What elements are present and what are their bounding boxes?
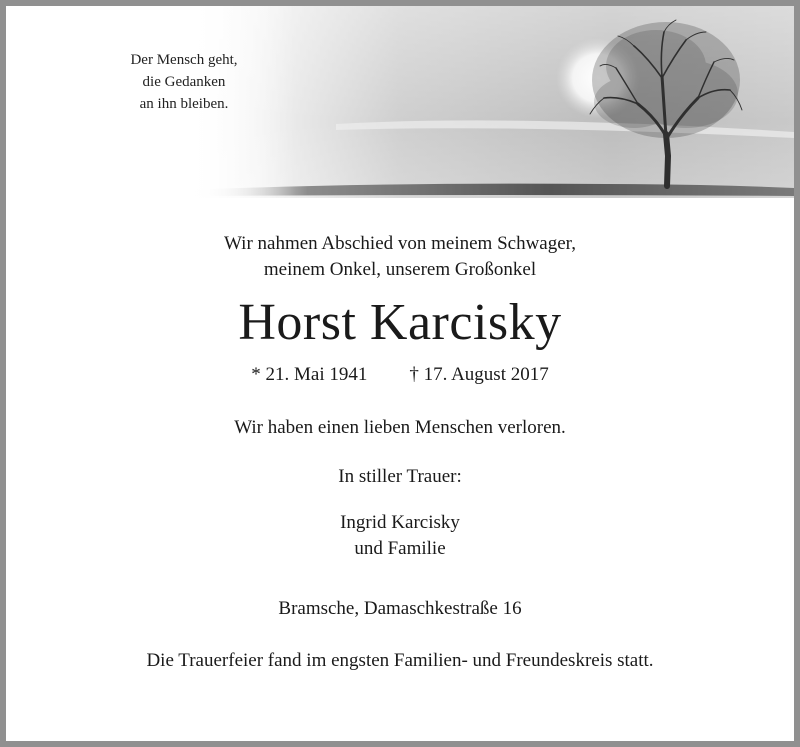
birth-date: * 21. Mai 1941: [251, 364, 368, 385]
intro-line-2: meinem Onkel, unserem Großonkel: [263, 259, 537, 280]
motto-line: an ihn bleiben.: [139, 96, 229, 112]
mourner-family: und Familie: [354, 538, 446, 559]
death-date: † 17. August 2017: [409, 364, 549, 385]
tree-landscape-image: [186, 6, 794, 198]
motto-line: Der Mensch geht,: [130, 52, 238, 68]
motto-line: die Gedanken: [142, 74, 226, 90]
motto-verse: [104, 49, 264, 115]
mourning-label: In stiller Trauer:: [338, 466, 462, 487]
life-dates: [0, 362, 800, 388]
intro-line-1: Wir nahmen Abschied von meinem Schwager,: [224, 233, 576, 254]
mourner-name: Ingrid Karcisky: [340, 512, 460, 533]
intro-text: [0, 231, 800, 283]
mourners: [0, 510, 800, 562]
service-note: Die Trauerfeier fand im engsten Familien- und Freundeskreis statt.: [146, 650, 654, 671]
address-text: Bramsche, Damaschkestraße 16: [278, 598, 522, 619]
deceased-name: Horst Karcisky: [238, 294, 562, 351]
statement-text: Wir haben einen lieben Menschen verloren.: [234, 417, 566, 438]
